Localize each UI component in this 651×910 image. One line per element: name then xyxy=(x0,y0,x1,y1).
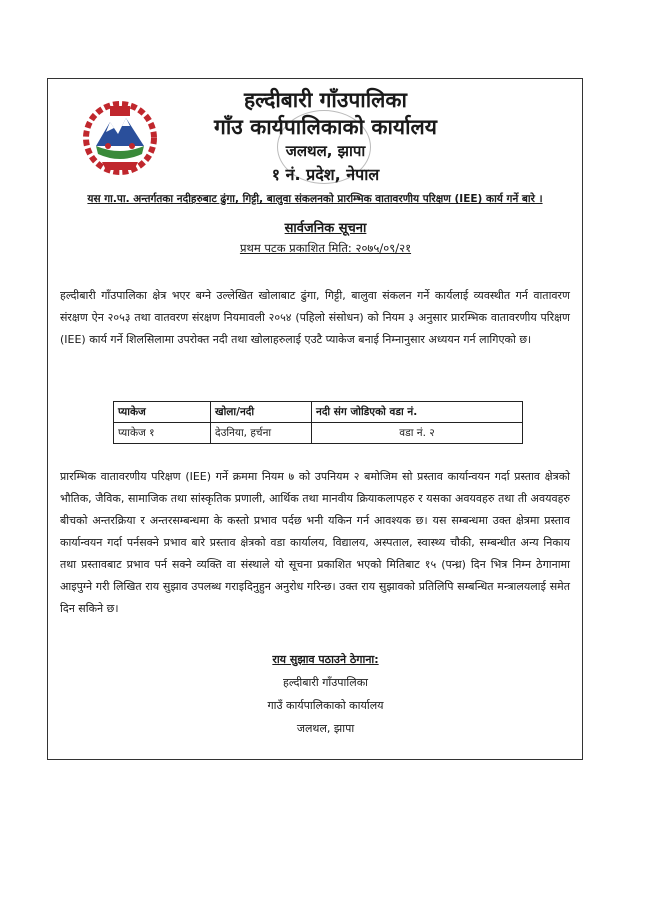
table-cell: देउनिया, हर्चना xyxy=(211,423,312,444)
paragraph-request: प्रारम्भिक वातावरणीय परिक्षण (IEE) गर्ने क्रममा नियम ७ को उपनियम २ बमोजिम सो प्रस्ताव कार्यान्वयन गर्दा प्रस्ताव क्षेत्रको भौतिक, जैविक, सामाजिक तथा सांस्कृतिक प्रणाली, आर्थिक तथा मानवीय क्रियाकलापहरु र यसका अवयवहरु तथा ती अवयवहरु बीचको अन्तरक्रिया र अन्तरसम्बन्धमा के कस्तो प्रभाव पर्दछ भनी यकिन गर्न आवश्यक छ। यस सम्बन्धमा उक्त क्षेत्रमा प्रस्ताव कार्यान्वयन गर्दा पर्नसक्ने प्रभाव बारे प्रस्ताव क्षेत्रको वडा कार्यालय, विद्यालय, अस्पताल, स्वास्थ्य चौकी, सम्बन्धीत अन्य निकाय तथा प्रस्तावबाट प्रभाव पर्न सक्ने व्यक्ति वा संस्थाले यो सूचना प्रकाशित भएको मितिबाट १५ (पन्ध्र) दिन भित्र निम्न ठेगानामा आइपुग्ने गरी लिखित राय सुझाव उपलब्ध गराइदिनुहुन अनुरोध गरिन्छ। उक्त राय सुझावको प्रतिलिपि सम्बन्धित मन्त्रालयलाई समेत दिन सकिने छ। xyxy=(60,470,570,615)
table-row xyxy=(114,423,523,444)
office-province: १ नं. प्रदेश, नेपाल xyxy=(271,165,380,184)
notice-title: सार्वजनिक सूचना xyxy=(284,221,367,236)
table-header-cell: खोला/नदी xyxy=(211,402,312,423)
office-location: जलथल, झापा xyxy=(285,142,366,160)
address-line: गाउँ कार्यपालिकाको कार्यालय xyxy=(267,699,384,712)
published-date: प्रथम पटक प्रकाशित मिति: २०७५/०९/२१ xyxy=(239,241,412,255)
office-subtitle: गाँउ कार्यपालिकाको कार्यालय xyxy=(214,115,437,139)
address-line: हल्दीबारी गाँउपालिका xyxy=(282,676,369,689)
table-header-cell: नदी संग जोडिएको वडा नं. xyxy=(312,402,523,423)
address-title: राय सुझाव पठाउने ठेगाना: xyxy=(272,653,379,666)
package-table xyxy=(113,401,523,444)
office-name: हल्दीबारी गाँउपालिका xyxy=(244,88,407,112)
paragraph-intro: हल्दीबारी गाँउपालिका क्षेत्र भएर बग्ने उल्लेखित खोलाबाट ढुंगा, गिट्टी, बालुवा संकलन गर्ने कार्यलाई व्यवस्थीत गर्न वातावरण संरक्षण ऐन २०५३ तथा वातवरण संरक्षण नियमावली २०५४ (पहिलो संसोधन) को नियम ३ अनुसार प्रारम्भिक वातावरणीय परिक्षण (IEE) कार्य गर्ने शिलसिलामा उपरोक्त नदी तथा खोलाहरुलाई एउटै प्याकेज बनाई निम्नानुसार अध्ययन गर्न लागिएको छ। xyxy=(60,289,570,346)
address-line: जलथल, झापा xyxy=(296,722,355,735)
notice-subject: यस गा.पा. अन्तर्गतका नदीहरुबाट ढुंगा, गिट्टी, बालुवा संकलनको प्रारम्भिक वातावरणीय परिक्षण (IEE) कार्य गर्ने बारे । xyxy=(87,193,543,205)
table-cell: प्याकेज १ xyxy=(114,423,211,444)
table-cell: वडा नं. २ xyxy=(312,423,523,444)
table-header-row xyxy=(114,402,523,423)
table-header-cell: प्याकेज xyxy=(114,402,211,423)
